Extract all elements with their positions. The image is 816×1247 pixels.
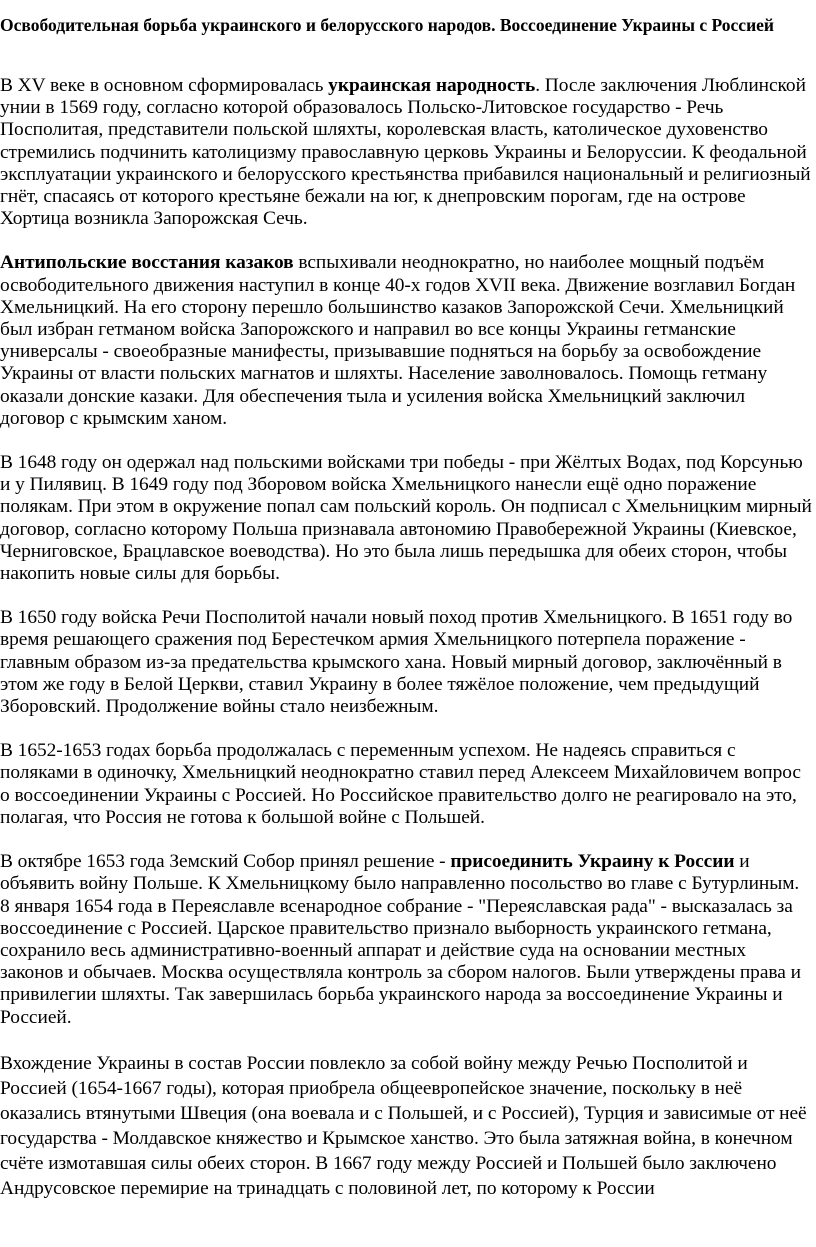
text-run: и объявить войну Польше. К Хмельницкому было направленно посольство во главе с Бутурлиным. 8 января 1654 года в Переяславле всенародное собрание - "Переяславская рада" - высказалась за воссоединение с Россией. Царское правительство признало выборность украинского гетмана, сохранило весь административно-военный аппарат и действие суда на основании местных законов и обычаев. Москва осуществляла контроль за сбором налогов. Были утверждены права и привилегии шляхты. Так завершилась борьба украинского народа за воссоединение Украины и Россией.: [0, 851, 801, 1028]
text-run: В 1650 году войска Речи Посполитой начали новый поход против Хмельницкого. В 1651 году во время решающего сражения под Берестечком армия Хмельницкого потерпела поражение - главным образом из-за предательства крымского хана. Новый мирный договор, заключённый в этом же году в Белой Церкви, ставил Украину в более тяжёлое положение, чем предыдущий Зборовский. Продолжение войны стало неизбежным.: [0, 607, 793, 718]
paragraph-1: [0, 75, 812, 230]
document-page: [0, 14, 812, 1201]
paragraph-4: [0, 607, 812, 718]
bold-term-anti-polish-uprisings: Антипольские восстания казаков: [0, 252, 294, 274]
spacer: [0, 829, 812, 851]
spacer: [0, 230, 812, 252]
text-run: В 1652-1653 годах борьба продолжалась с переменным успехом. Не надеясь справиться с поляками в одиночку, Хмельницкий неоднократно ставил перед Алексеем Михайловичем вопрос о воссоединении Украины с Россией. Но Российское правительство долго не реагировало на это, полагая, что Россия не готова к большой войне с Польшей.: [0, 740, 801, 828]
paragraph-3: [0, 452, 812, 585]
text-run: . После заключения Люблинской унии в 1569 году, согласно которой образовалось Польско-Литовское государство - Речь Посполитая, представители польской шляхты, королевская власть, католическое духовенство стремились подчинить католицизму православную церковь Украины и Белоруссии. К феодальной эксплуатации украинского и белорусского крестьянства прибавился национальный и религиозный гнёт, спасаясь от которого крестьяне бежали на юг, к днепровским порогам, где на острове Хортица возникла Запорожская Сечь.: [0, 75, 811, 230]
paragraph-6: [0, 851, 812, 1029]
text-run: В XV веке в основном сформировалась: [0, 75, 329, 96]
paragraph-5: [0, 740, 812, 829]
text-run: В 1648 году он одержал над польскими войсками три победы - при Жёлтых Водах, под Корсунью и у Пилявиц. В 1649 году под Зборовом войска Хмельницкого нанесли ещё одно поражение полякам. При этом в окружение попал сам польский король. Он подписал с Хмельницким мирный договор, согласно которому Польша признавала автономию Правобережной Украины (Киевское, Черниговское, Брацлавское воеводства). Но это была лишь передышка для обеих сторон, чтобы накопить новые силы для борьбы.: [0, 452, 812, 585]
bold-term-annex-ukraine: присоединить Украину к России: [450, 851, 735, 873]
paragraph-7: [0, 1051, 812, 1201]
paragraph-2: [0, 252, 812, 430]
spacer: [0, 585, 812, 607]
text-run: вспыхивали неоднократно, но наиболее мощный подъём освободительного движения наступил в конце 40-х годов XVII века. Движение возглавил Богдан Хмельницкий. На его сторону перешло большинство казаков Запорожской Сечи. Хмельницкий был избран гетманом войска Запорожского и направил во все концы Украины гетманские универсалы - своеобразные манифесты, призывавшие подняться на борьбу за освобождение Украины от власти польских магнатов и шляхты. Население заволновалось. Помощь гетману оказали донские казаки. Для обеспечения тыла и усиления войска Хмельницкий заключил договор с крымским ханом.: [0, 252, 796, 429]
spacer: [0, 430, 812, 452]
spacer: [0, 718, 812, 740]
bold-term-ukrainian-nationality: украинская народность: [328, 75, 536, 96]
spacer: [0, 37, 812, 75]
text-run: Вхождение Украины в состав России повлекло за собой войну между Речью Посполитой и Россией (1654-1667 годы), которая приобрела общеевропейское значение, поскольку в неё оказались втянутыми Швеция (она воевала и с Польшей, и с Россией), Турция и зависимые от неё государства - Молдавское княжество и Крымское ханство. Это была затяжная война, в конечном счёте измотавшая силы обеих сторон. В 1667 году между Россией и Польшей было заключено Андрусовское перемирие на тринадцать с половиной лет, по которому к России: [0, 1052, 807, 1199]
text-run: В октябре 1653 года Земский Собор принял решение -: [0, 851, 451, 873]
document-title: Освободительная борьба украинского и белорусского народов. Воссоединение Украины с Россией: [0, 15, 774, 35]
spacer: [0, 1029, 812, 1051]
